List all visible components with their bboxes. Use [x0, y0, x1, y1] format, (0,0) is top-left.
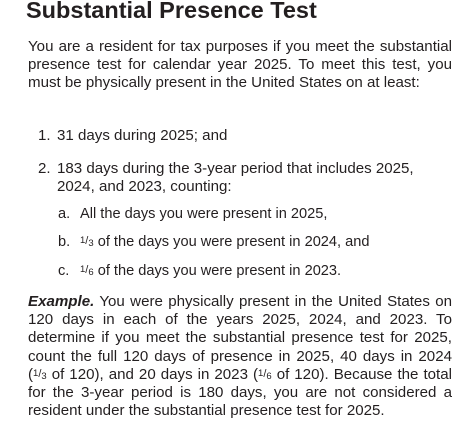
fraction-denominator: 3	[88, 238, 94, 249]
fraction-slash: /	[85, 235, 89, 247]
fraction-denominator: 6	[266, 370, 272, 382]
example-paragraph	[28, 293, 452, 420]
fraction-numerator: 1	[80, 264, 86, 275]
fraction-numerator: 1	[80, 235, 86, 246]
list-text: 183 days during the 3-year period that includes 2025, 2024, and 2023, counting:	[57, 160, 414, 196]
list-item-1	[38, 127, 448, 145]
sub-item-text: of the days you were present in 2023.	[93, 263, 342, 279]
fraction-one-third	[80, 235, 94, 249]
intro-paragraph: You are a resident for tax purposes if you meet the substantial presence test for calendar year 2025. To meet this test, you must be physically present in the United States on at least:	[28, 38, 452, 92]
list-item-2	[38, 160, 448, 196]
fraction-one-third	[33, 367, 47, 382]
sub-item-letter: a.	[58, 206, 71, 222]
fraction-numerator: 1	[258, 367, 264, 379]
example-text-2: of 120), and 20 days in 2023 (	[46, 365, 259, 383]
fraction-slash: /	[263, 367, 267, 380]
sub-item-text: All the days you were present in 2025,	[80, 206, 328, 222]
example-text-3: of 120). Because the total for the 3-year period is 180 days, you are not considered a resident under the substantial presence test for 2025.	[28, 365, 452, 420]
fraction-denominator: 6	[88, 267, 94, 278]
sub-item-b	[58, 233, 370, 251]
fraction-slash: /	[85, 264, 89, 276]
list-number: 2.	[38, 160, 51, 177]
example-lead: Example.	[28, 293, 95, 310]
example-text-1: You were physically present in the United States on 120 days in each of the years 2025, 2024, and 2023. To determine if you meet the substantial presence test for 2025, count the full 120 days of presence in 2025, 40 days in 2024 (	[28, 293, 452, 383]
sub-item-letter: c.	[58, 263, 70, 279]
fraction-denominator: 3	[41, 370, 47, 382]
sub-item-text: of the days you were present in 2024, and	[93, 234, 370, 250]
section-heading: Substantial Presence Test	[26, 0, 317, 23]
fraction-slash: /	[38, 367, 42, 380]
sub-item-a	[58, 205, 327, 223]
fraction-one-sixth	[80, 264, 94, 278]
fraction-numerator: 1	[33, 367, 39, 379]
sub-item-c	[58, 262, 341, 280]
fraction-one-sixth	[258, 367, 272, 382]
list-text: 31 days during 2025; and	[57, 127, 228, 144]
list-number: 1.	[38, 127, 51, 144]
sub-item-letter: b.	[58, 234, 71, 250]
